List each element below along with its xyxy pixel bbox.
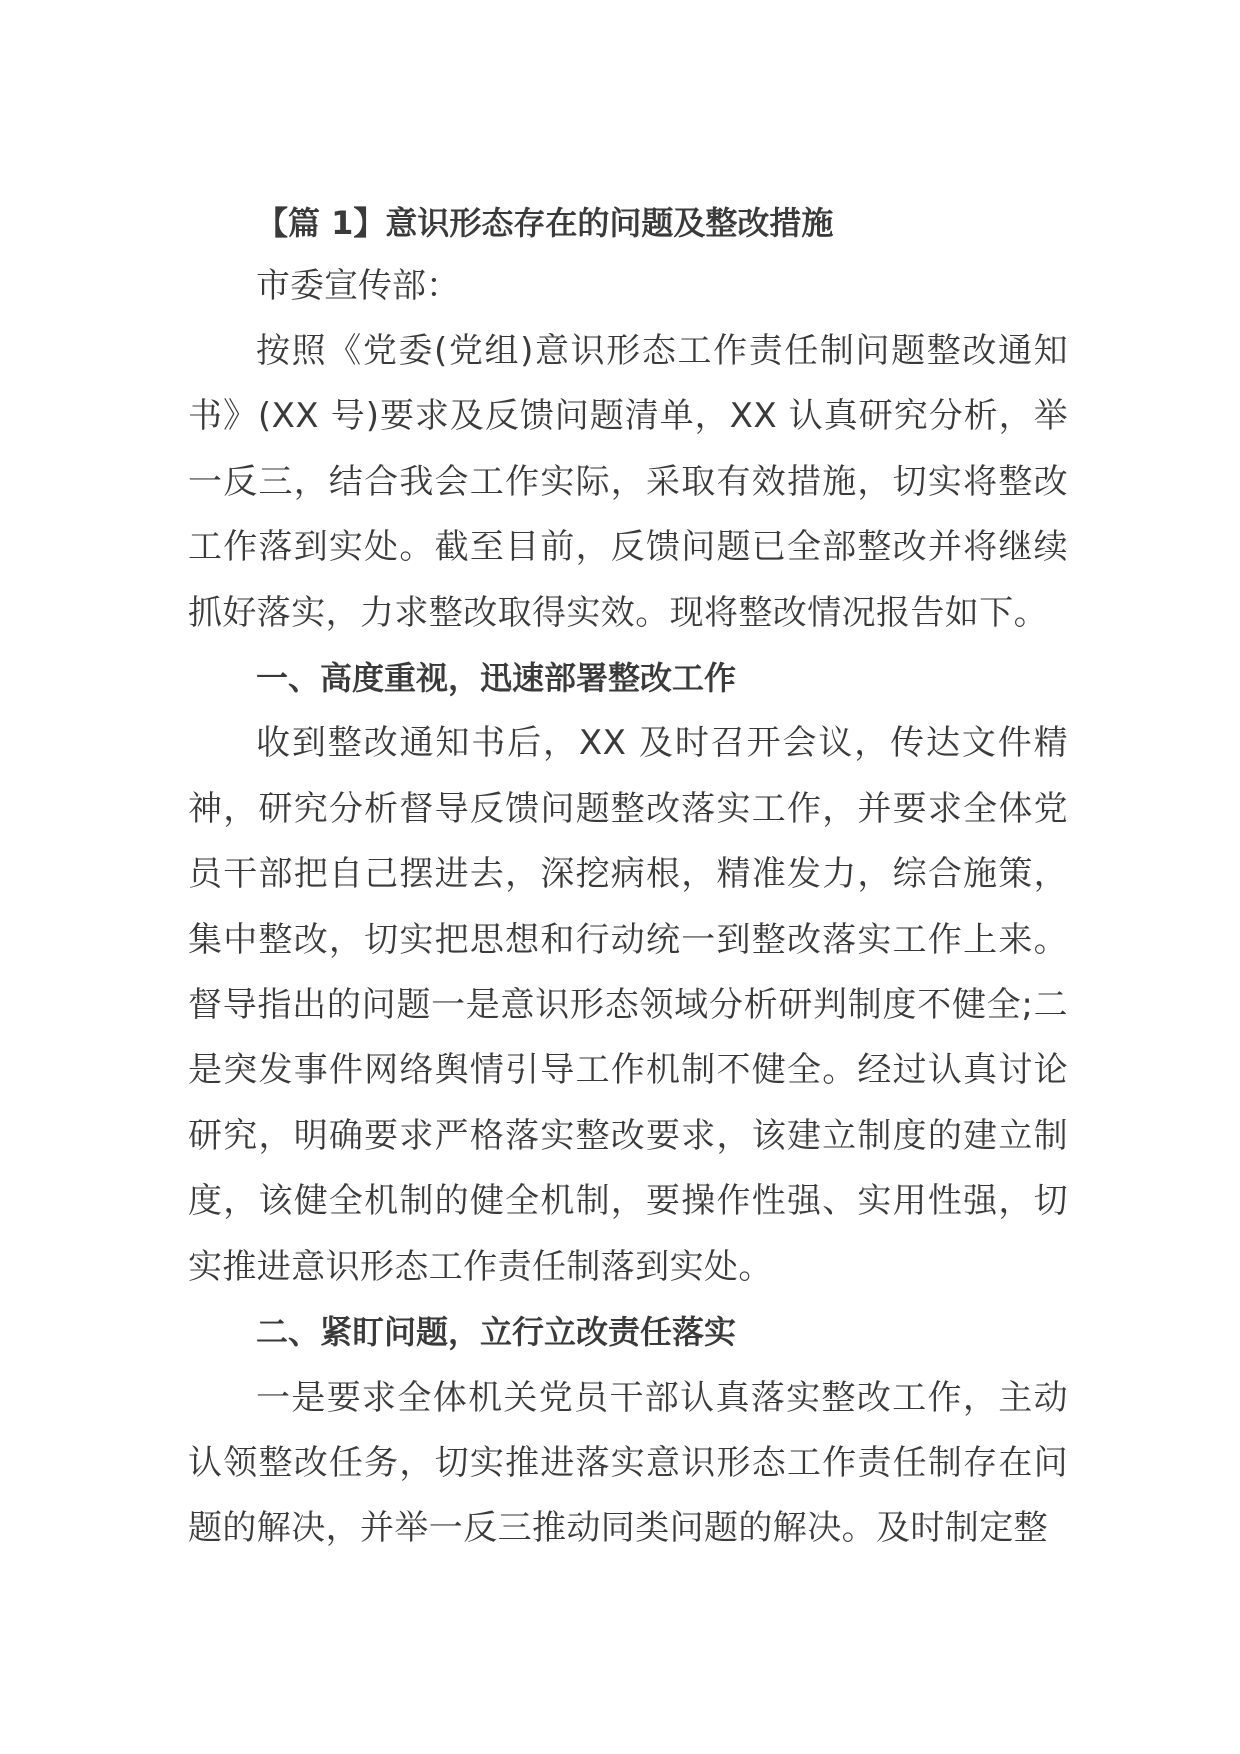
document-title: 【篇 1】意识形态存在的问题及整改措施 bbox=[256, 204, 834, 242]
intro-paragraph: 按照《党委(党组)意识形态工作责任制问题整改通知书》(XX 号)要求及反馈问题清单，XX 认真研究分析，举一反三，结合我会工作实际，采取有效措施，切实将整改工作落到实处。截至目前，反馈问题已全部整改并将继续抓好落实，力求整改取得实效。现将整改情况报告如下。 bbox=[188, 331, 1068, 633]
section-2-paragraph: 一是要求全体机关党员干部认真落实整改工作，主动认领整改任务，切实推进落实意识形态工作责任制存在问题的解决，并举一反三推动同类问题的解决。及时制定整 bbox=[188, 1377, 1068, 1549]
document-body bbox=[188, 192, 1068, 1562]
section-1-paragraph: 收到整改通知书后，XX 及时召开会议，传达文件精神，研究分析督导反馈问题整改落实工作，并要求全体党员干部把自己摆进去，深挖病根，精准发力，综合施策，集中整改，切实把思想和行动统一到整改落实工作上来。督导指出的问题一是意识形态领域分析研判制度不健全;二是突发事件网络舆情引导工作机制不健全。经过认真讨论研究，明确要求严格落实整改要求，该建立制度的建立制度，该健全机制的健全机制，要操作性强、实用性强，切实推进意识形态工作责任制落到实处。 bbox=[188, 723, 1068, 1287]
section-1-heading: 一、高度重视，迅速部署整改工作 bbox=[256, 659, 737, 698]
section-2-heading: 二、紧盯问题，立行立改责任落实 bbox=[256, 1313, 737, 1352]
salutation: 市委宣传部： bbox=[256, 266, 460, 306]
